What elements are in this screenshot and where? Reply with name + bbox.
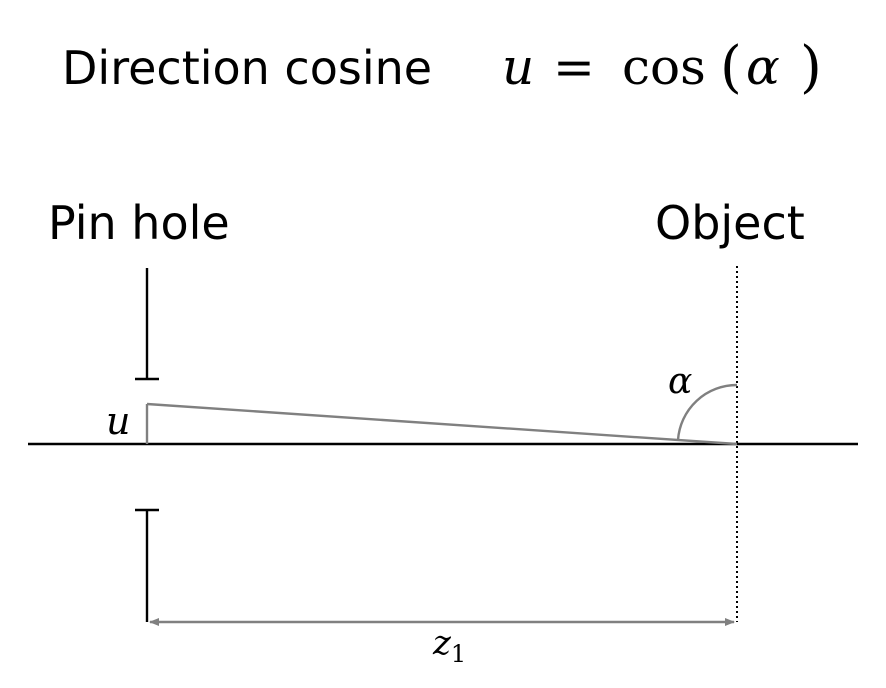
equation-close-paren: )	[800, 35, 822, 100]
title-equation	[502, 35, 822, 100]
object-label: Object	[655, 196, 805, 250]
z1-label	[432, 623, 466, 668]
equation-equals: =	[553, 38, 595, 96]
alpha-label: α	[668, 361, 693, 402]
equation-alpha: α	[746, 38, 780, 96]
z1-label-subscript: 1	[450, 640, 467, 668]
pinhole-label: Pin hole	[48, 196, 230, 250]
equation-cos: cos	[622, 38, 706, 96]
title-text: Direction cosine	[62, 41, 433, 95]
z1-label-main: z	[433, 623, 451, 663]
equation-u: u	[502, 38, 535, 96]
equation-open-paren: (	[720, 35, 742, 100]
ray-line	[147, 404, 737, 444]
u-label: u	[106, 399, 131, 443]
